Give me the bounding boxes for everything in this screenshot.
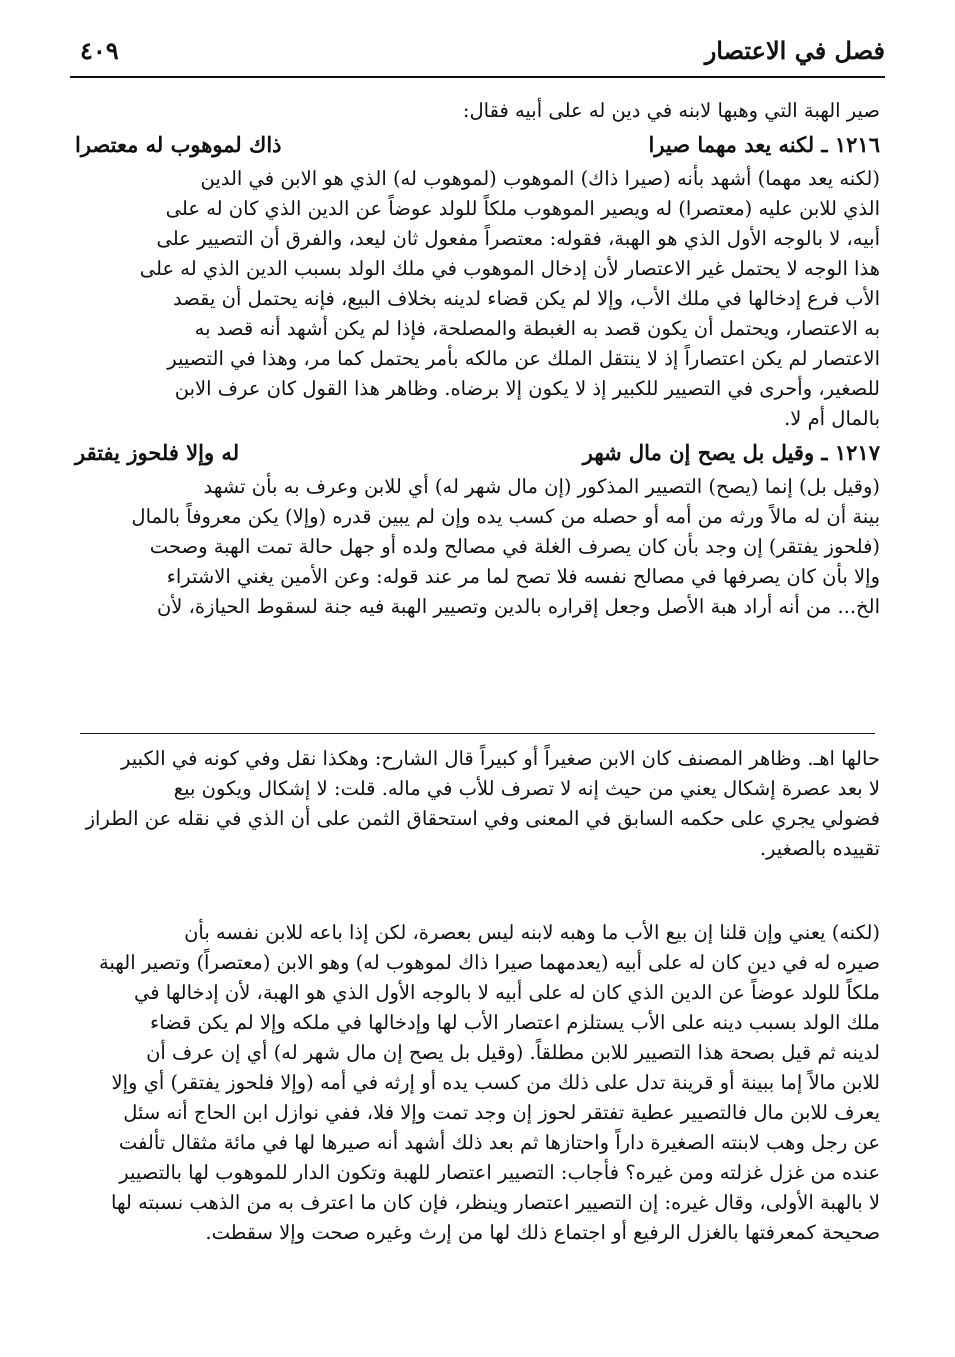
- commentary-line: يعرف للابن مال فالتصيير عطية تفتقر لحوز إن وجد تمت وإلا فلا، ففي نوازل ابن الحاج أنه سئل: [123, 1101, 880, 1124]
- footnote-line: لا بعد عصرة إشكال يعني من حيث إنه لا تصرف للأب في ماله. قلت: لا إشكال ويكون بيع: [173, 777, 880, 800]
- para-1216-line: الأب فرع إدخالها في ملك الأب، وإلا لم يكن قضاء لدينه بخلاف البيع، فإنه يحتمل أن يقصد: [173, 287, 880, 310]
- intro-line: صير الهبة التي وهبها لابنه في دين له على أبيه فقال:: [462, 99, 880, 122]
- commentary-line: ملكاً للولد عوضاً عن الدين الذي كان له على أبيه لا بالوجه الأول الذي هو الهبة، لأن إدخالها في: [133, 981, 880, 1004]
- verse-1216-second-hemistich: ذاك لموهوب له معتصرا: [75, 132, 282, 157]
- para-1216-line: للصغير، وأحرى في التصيير للكبير إذ لا يكون إلا برضاه. وظاهر هذا القول كان عرف الابن: [174, 377, 880, 400]
- para-1216-line: (لكنه يعد مهما) أشهد بأنه (صيرا ذاك) الموهوب (لموهوب له) الذي هو الابن في الدين: [200, 167, 880, 190]
- page-number: ٤٠٩: [80, 36, 119, 65]
- para-1216-line: الذي للابن عليه (معتصرا) له ويصير الموهوب ملكاً للولد عوضاً عن الدين الذي كان له على: [165, 197, 880, 220]
- para-1216-line: بالمال أم لا.: [784, 407, 880, 430]
- para-1216-line: هذا الوجه لا يحتمل غير الاعتصار لأن إدخال الموهوب في ملك الولد بسبب الدين الذي له على: [139, 257, 880, 280]
- commentary-line: صيره له في دين كان له على أبيه (يعدمهما صيرا ذاك لموهوب له) وهو الابن (معتصراً) وتصير الهبة: [98, 951, 880, 974]
- footnote: [75, 744, 880, 864]
- commentary-line: (لكنه) يعني وإن قلنا إن بيع الأب ما وهبه لابنه ليس بعصرة، لكن إذا باعه للابن نفسه بأن: [184, 921, 880, 944]
- para-1217-line: بينة أن له مالاً ورثه من أمه أو حصله من كسب يده وإن لم يبين قدره (وإلا) يكن معروفاً بالمال: [131, 505, 880, 528]
- commentary-line: عن رجل وهب لابنته الصغيرة داراً واحتازها ثم بعد ذلك أشهد أنه صيرها لها في مائة مثقال تألفت: [118, 1131, 880, 1154]
- main-text: [75, 96, 880, 622]
- footnote-divider: [80, 733, 875, 734]
- verse-1217-first-hemistich: ١٢١٧ ـ وقيل بل يصح إن مال شهر: [582, 440, 880, 465]
- verse-1216: [75, 128, 880, 162]
- para-1217-line: الخ... من أنه أراد هبة الأصل وجعل إقراره بالدين وتصيير الهبة فيه جنة لسقوط الحيازة، لأن: [156, 595, 880, 618]
- footnote-line: تقييده بالصغير.: [759, 837, 880, 860]
- para-1216-line: الاعتصار لم يكن اعتصاراً إذ لا ينتقل الملك عن مالكه بأمر يحتمل كما مر، وهذا في التصيير: [167, 347, 880, 370]
- commentary: [75, 918, 880, 1248]
- verse-1216-first-hemistich: ١٢١٦ ـ لكنه يعد مهما صيرا: [648, 132, 880, 157]
- commentary-line: لدينه ثم قيل بصحة هذا التصيير للابن مطلقاً. (وقيل بل يصح إن مال شهر له) أي إن عرف أن: [146, 1041, 880, 1064]
- commentary-line: صحيحة كمعرفتها بالغزل الرفيع أو اجتماع ذلك لها من إرث وغيره صحت وإلا سقطت.: [205, 1221, 880, 1244]
- verse-1217-second-hemistich: له وإلا فلحوز يفتقر: [75, 440, 240, 465]
- footnote-line: فضولي يجري على حكمه السابق في المعنى وفي استحقاق الثمن على أن الذي في نقله عن الطراز: [85, 807, 880, 830]
- verse-1217: [75, 436, 880, 470]
- page-header: [70, 30, 885, 78]
- commentary-line: لا بالهبة الأولى، وقال غيره: إن التصيير اعتصار وينظر، فإن كان ما اعترف به من الذهب نسبته لها: [111, 1191, 880, 1214]
- commentary-line: للابن مالاً إما ببينة أو قرينة تدل على ذلك من كسب يده أو إرثه في أمه (وإلا فلحوز يفتقر) أي وإلا: [111, 1071, 880, 1094]
- commentary-line: ملك الولد بسبب دينه على الأب يستلزم اعتصار الأب لها وإدخالها في ملكه وإلا لم يكن قضاء: [150, 1011, 880, 1034]
- para-1217-line: (فلحوز يفتقر) إن وجد بأن كان يصرف الغلة في مصالح ولده أو جهل حالة تمت الهبة وصحت: [149, 535, 880, 558]
- para-1217-line: وإلا بأن كان يصرفها في مصالح نفسه فلا تصح لما مر عند قوله: وعن الأمين يغني الاشتراء: [166, 565, 880, 588]
- para-1217-line: (وقيل بل) إنما (يصح) التصيير المذكور (إن مال شهر له) أي للابن وعرف به بأن تشهد: [203, 475, 880, 498]
- para-1216-line: أبيه، لا بالوجه الأول الذي هو الهبة، فقوله: معتصراً مفعول ثان ليعد، والفرق أن التصيير على: [156, 227, 880, 250]
- para-1216-line: به الاعتصار، ويحتمل أن يكون قصد به الغبطة والمصلحة، فإذا لم يكن أشهد أنه قصد به: [194, 317, 880, 340]
- commentary-line: عنده من غزل غزلته ومن غيره؟ فأجاب: التصيير اعتصار للهبة وتكون الدار للموهوب لها بالتصيير: [119, 1161, 880, 1184]
- footnote-line: حالها اهـ. وظاهر المصنف كان الابن صغيراً أو كبيراً قال الشارح: وهكذا نقل وفي كونه في الكبير: [121, 747, 880, 770]
- chapter-title: فصل في الاعتصار: [704, 36, 885, 65]
